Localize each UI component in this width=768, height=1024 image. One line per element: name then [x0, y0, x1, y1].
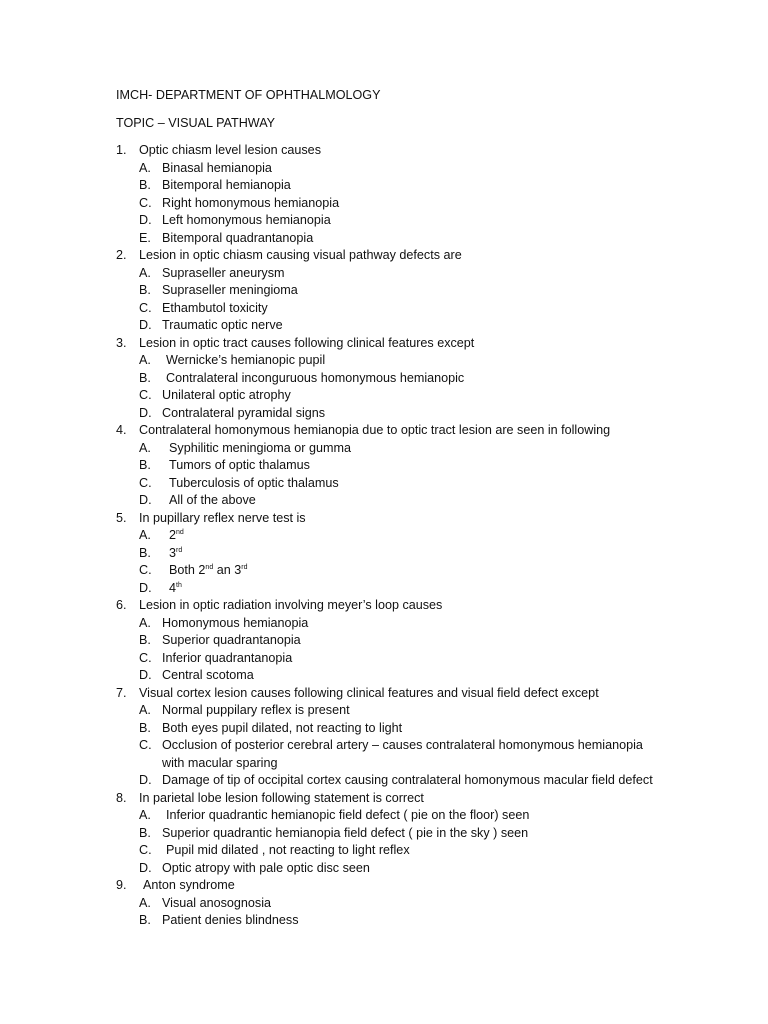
question-7 — [0, 685, 768, 703]
option-letter: A. — [139, 808, 151, 822]
option-letter: C. — [139, 843, 152, 857]
topic-line — [0, 115, 768, 133]
question-6 — [0, 597, 768, 615]
option-letter: C. — [139, 650, 152, 665]
option-letter: A. — [139, 528, 151, 542]
option-7d — [0, 772, 768, 790]
question-8 — [0, 790, 768, 808]
option-8a — [0, 807, 768, 825]
option-letter: A. — [139, 353, 151, 367]
question-number: 5. — [116, 510, 127, 525]
option-text: Ethambutol toxicity — [162, 300, 268, 315]
question-text: Contralateral homonymous hemianopia due to optic tract lesion are seen in following — [139, 423, 611, 437]
option-letter: C. — [139, 388, 152, 402]
option-letter: B. — [139, 178, 151, 192]
question-number: 2. — [116, 248, 127, 262]
option-6c — [0, 650, 768, 668]
option-text: Supraseller aneurysm — [162, 265, 285, 280]
option-text: Binasal hemianopia — [162, 160, 272, 175]
option-letter: D. — [139, 213, 152, 227]
option-text: Normal puppilary reflex is present — [162, 703, 350, 717]
option-text: Homonymous hemianopia — [162, 615, 309, 630]
question-9 — [0, 877, 768, 895]
option-text: Tuberculosis of optic thalamus — [169, 475, 339, 490]
question-number: 7. — [116, 685, 127, 700]
option-7a — [0, 702, 768, 720]
option-text: Inferior quadrantic hemianopic field defect ( pie on the floor) seen — [166, 808, 530, 822]
option-text: Traumatic optic nerve — [162, 318, 283, 332]
option-text: Contralateral inconguruous homonymous hemianopic — [166, 370, 465, 385]
option-text: Bitemporal hemianopia — [162, 178, 291, 192]
question-5 — [0, 510, 768, 528]
option-letter: B. — [139, 913, 151, 927]
option-7b — [0, 720, 768, 738]
option-letter: B. — [139, 458, 151, 472]
option-text: Right homonymous hemianopia — [162, 195, 340, 210]
option-text: Occlusion of posterior cerebral artery – causes contralateral homonymous hemianopia — [162, 738, 643, 752]
option-letter: D. — [139, 860, 152, 875]
option-letter: A. — [139, 703, 151, 717]
option-5c — [0, 562, 768, 580]
option-1a — [0, 160, 768, 178]
option-6d — [0, 667, 768, 685]
option-3d — [0, 405, 768, 423]
question-number: 4. — [116, 423, 127, 437]
option-text: Wernicke’s hemianopic pupil — [166, 353, 326, 367]
question-number: 9. — [116, 878, 127, 892]
question-text: In pupillary reflex nerve test is — [139, 510, 306, 525]
option-letter: B. — [139, 370, 151, 385]
option-3b — [0, 370, 768, 388]
option-6b — [0, 632, 768, 650]
option-text: 3rd — [169, 545, 183, 560]
option-2d — [0, 317, 768, 335]
option-text: 2nd — [169, 528, 184, 542]
option-letter: D. — [139, 580, 152, 595]
question-2 — [0, 247, 768, 265]
option-3c — [0, 387, 768, 405]
question-text: Lesion in optic radiation involving meyer’s loop causes — [139, 598, 443, 612]
option-9a — [0, 895, 768, 913]
option-8d — [0, 860, 768, 878]
question-3 — [0, 335, 768, 353]
question-text: Anton syndrome — [143, 878, 235, 892]
option-letter: C. — [139, 475, 152, 490]
option-2b — [0, 282, 768, 300]
option-text: Superior quadrantic hemianopia field defect ( pie in the sky ) seen — [162, 825, 529, 840]
option-text: Patient denies blindness — [162, 913, 299, 927]
option-text: Superior quadrantanopia — [162, 633, 301, 647]
option-1c — [0, 195, 768, 213]
option-8c — [0, 842, 768, 860]
option-letter: A. — [139, 895, 151, 910]
option-text: 4th — [169, 580, 182, 595]
option-text: Left homonymous hemianopia — [162, 213, 331, 227]
option-3a — [0, 352, 768, 370]
option-text: Both 2nd an 3rd — [169, 563, 248, 577]
question-number: 8. — [116, 790, 127, 805]
option-letter: D. — [139, 318, 152, 332]
option-letter: A. — [139, 160, 151, 175]
option-text: Pupil mid dilated , not reacting to light reflex — [166, 843, 410, 857]
option-text: Visual anosognosia — [162, 895, 271, 910]
option-text: Inferior quadrantanopia — [162, 650, 293, 665]
option-letter: E. — [139, 230, 151, 245]
option-6a — [0, 615, 768, 633]
option-letter: B. — [139, 545, 151, 560]
option-text: All of the above — [169, 493, 256, 507]
option-letter: D. — [139, 668, 152, 682]
option-letter: C. — [139, 738, 152, 752]
option-letter: D. — [139, 493, 152, 507]
option-1d — [0, 212, 768, 230]
option-1b — [0, 177, 768, 195]
option-text: Unilateral optic atrophy — [162, 388, 291, 402]
option-7c-continued — [0, 755, 768, 773]
option-letter: A. — [139, 615, 151, 630]
option-8b — [0, 825, 768, 843]
question-text: In parietal lobe lesion following statement is correct — [139, 790, 424, 805]
question-number: 1. — [116, 143, 127, 157]
option-letter: B. — [139, 283, 151, 297]
option-7c — [0, 737, 768, 755]
topic-heading: TOPIC – VISUAL PATHWAY — [116, 116, 276, 130]
question-number: 3. — [116, 335, 127, 350]
option-text: Damage of tip of occipital cortex causing contralateral homonymous macular field defect — [162, 773, 653, 787]
option-4a — [0, 440, 768, 458]
option-9b — [0, 912, 768, 930]
question-text: Optic chiasm level lesion causes — [139, 143, 321, 157]
option-letter: C. — [139, 300, 152, 315]
question-number: 6. — [116, 598, 127, 612]
option-letter: C. — [139, 563, 152, 577]
option-text: Syphilitic meningioma or gumma — [169, 440, 351, 455]
option-text: Tumors of optic thalamus — [169, 458, 310, 472]
question-text: Lesion in optic chiasm causing visual pathway defects are — [139, 248, 462, 262]
option-letter: A. — [139, 265, 151, 280]
question-4 — [0, 422, 768, 440]
option-1e — [0, 230, 768, 248]
option-text: Central scotoma — [162, 668, 254, 682]
department-heading: IMCH- DEPARTMENT OF OPHTHALMOLOGY — [116, 88, 381, 102]
option-text: Bitemporal quadrantanopia — [162, 230, 314, 245]
option-2a — [0, 265, 768, 283]
option-letter: A. — [139, 440, 151, 455]
option-letter: B. — [139, 720, 151, 735]
option-letter: B. — [139, 825, 151, 840]
option-text: Supraseller meningioma — [162, 283, 298, 297]
question-1 — [0, 142, 768, 160]
option-text: Contralateral pyramidal signs — [162, 405, 326, 420]
option-5a — [0, 527, 768, 545]
option-text-continued: with macular sparing — [162, 755, 278, 770]
option-letter: D. — [139, 773, 152, 787]
option-text: Both eyes pupil dilated, not reacting to light — [162, 720, 403, 735]
department-line — [0, 87, 768, 105]
option-letter: B. — [139, 633, 151, 647]
option-5d — [0, 580, 768, 598]
option-4c — [0, 475, 768, 493]
option-text: Optic atropy with pale optic disc seen — [162, 860, 370, 875]
option-5b — [0, 545, 768, 563]
question-text: Visual cortex lesion causes following clinical features and visual field defect except — [139, 685, 599, 700]
option-letter: D. — [139, 405, 152, 420]
option-4b — [0, 457, 768, 475]
option-4d — [0, 492, 768, 510]
option-letter: C. — [139, 195, 152, 210]
option-2c — [0, 300, 768, 318]
question-text: Lesion in optic tract causes following clinical features except — [139, 335, 475, 350]
